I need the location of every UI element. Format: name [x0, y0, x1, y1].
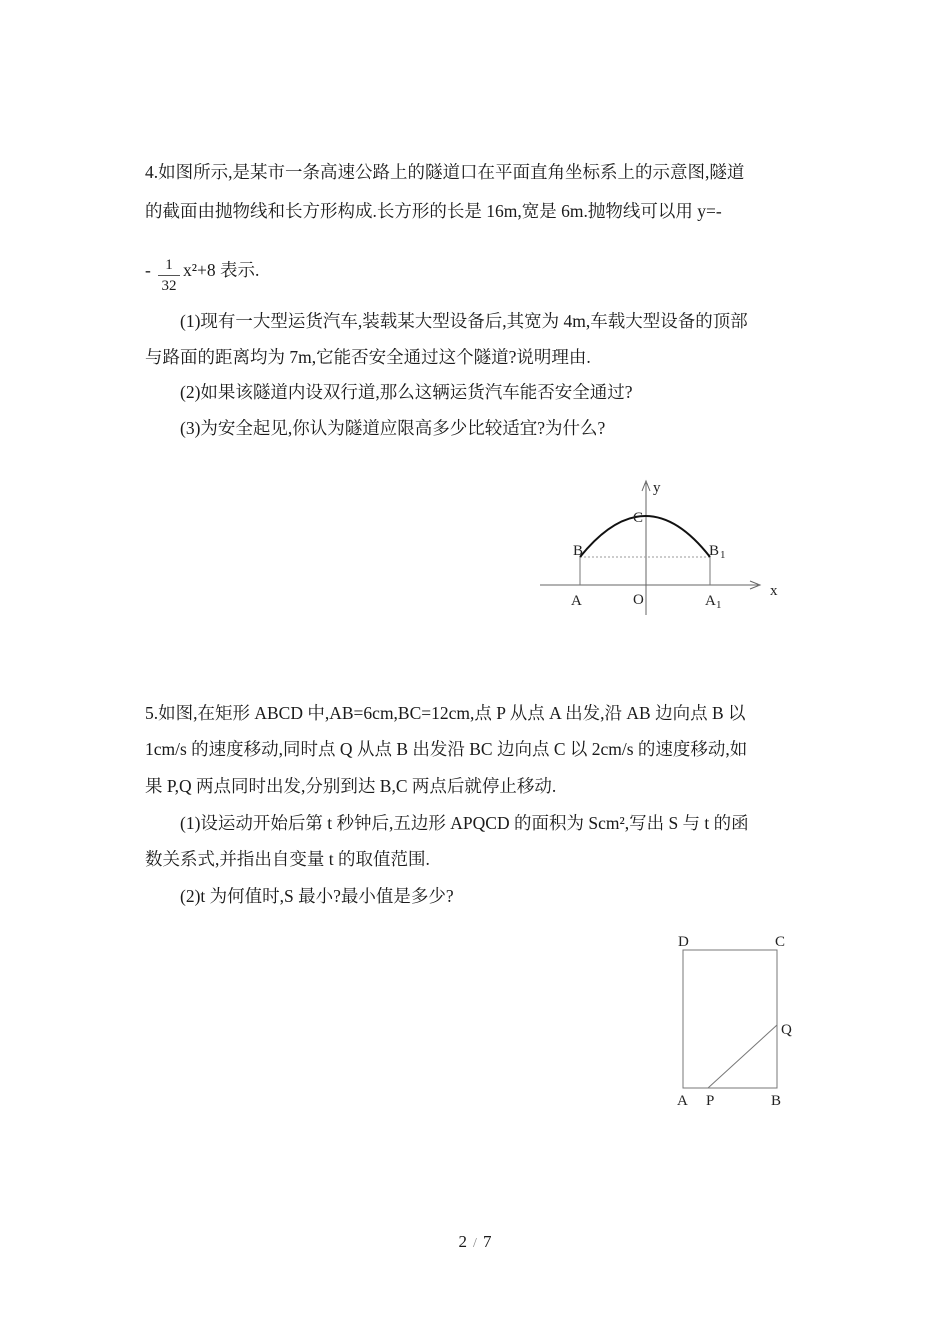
q5-line-2: 1cm/s 的速度移动,同时点 Q 从点 B 出发沿 BC 边向点 C 以 2cm/s 的速度移动,如 — [145, 739, 748, 759]
parabola-arc — [580, 516, 710, 557]
q5-part-1-line-1: (1)设运动开始后第 t 秒钟后,五边形 APQCD 的面积为 Scm²,写出 S 与 t 的函 — [180, 813, 749, 833]
label-o: O — [633, 592, 644, 608]
tunnel-figure — [530, 475, 790, 620]
page-total: 7 — [482, 1232, 492, 1251]
label-a: A — [677, 1093, 688, 1109]
q4-line-1: 4.如图所示,是某市一条高速公路上的隧道口在平面直角坐标系上的示意图,隧道 — [145, 162, 745, 182]
label-a1-subscript: 1 — [716, 599, 722, 611]
q4-line-3-minus: - — [145, 260, 151, 280]
q4-part-1-line-1: (1)现有一大型运货汽车,装载某大型设备后,其宽为 4m,车载大型设备的顶部 — [180, 311, 748, 331]
q5-line-3: 果 P,Q 两点同时出发,分别到达 B,C 两点后就停止移动. — [145, 776, 557, 796]
label-q: Q — [781, 1022, 792, 1038]
q4-part-2: (2)如果该隧道内设双行道,那么这辆运货汽车能否安全通过? — [180, 382, 633, 402]
label-b: B — [573, 543, 584, 559]
q5-part-1-line-2: 数关系式,并指出自变量 t 的取值范围. — [145, 849, 430, 869]
fraction-denominator: 32 — [161, 278, 177, 294]
fraction-numerator: 1 — [165, 257, 173, 273]
label-y: y — [653, 480, 661, 496]
label-p: P — [706, 1093, 715, 1109]
page-number — [0, 1232, 950, 1252]
page-separator: / — [473, 1236, 477, 1251]
fraction-1-over-32 — [158, 256, 180, 295]
label-b1-subscript: 1 — [720, 549, 726, 561]
label-a: A — [571, 593, 582, 609]
q5-line-1: 5.如图,在矩形 ABCD 中,AB=6cm,BC=12cm,点 P 从点 A 出发,沿 AB 边向点 B 以 — [145, 703, 746, 723]
label-d: D — [678, 934, 689, 950]
q4-line-2: 的截面由抛物线和长方形构成.长方形的长是 16m,宽是 6m.抛物线可以用 y=- — [145, 201, 722, 221]
q4-part-1-line-2: 与路面的距离均为 7m,它能否安全通过这个隧道?说明理由. — [145, 347, 591, 367]
rectangle-figure — [668, 925, 808, 1115]
segment-pq — [708, 1025, 777, 1088]
label-c: C — [633, 510, 644, 526]
label-b: B — [771, 1093, 782, 1109]
q4-line-3-rest: x²+8 表示. — [183, 260, 260, 280]
label-b1: B — [709, 543, 720, 559]
label-x: x — [770, 583, 778, 599]
q4-part-3: (3)为安全起见,你认为隧道应限高多少比较适宜?为什么? — [180, 418, 606, 438]
q5-part-2: (2)t 为何值时,S 最小?最小值是多少? — [180, 886, 454, 906]
fraction-bar — [158, 275, 180, 276]
page-current: 2 — [458, 1232, 468, 1251]
label-a1: A — [705, 593, 716, 609]
label-c: C — [775, 934, 786, 950]
